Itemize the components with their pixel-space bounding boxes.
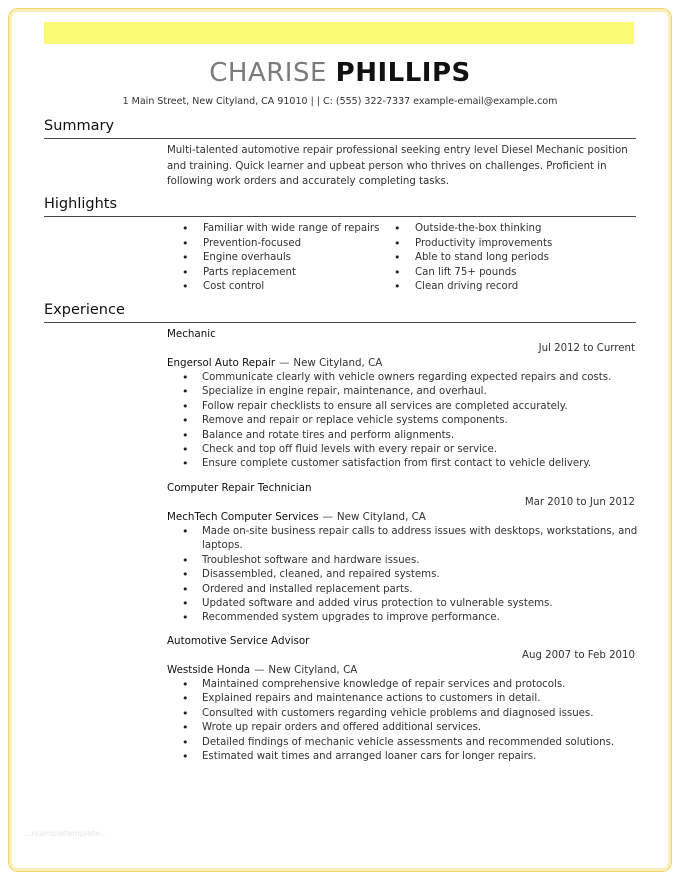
highlight-item: • Cost control	[182, 280, 379, 295]
duty-item: • Remove and repair or replace vehicle systems components.	[182, 414, 638, 428]
duty-item: • Updated software and added virus protection to vulnerable systems.	[182, 597, 638, 611]
job-employer	[167, 664, 357, 676]
job-duties-list	[182, 371, 638, 472]
summary-heading: Summary	[44, 118, 115, 134]
highlights-heading: Highlights	[44, 196, 118, 212]
highlight-item: • Engine overhauls	[182, 251, 379, 266]
duty-item: • Made on-site business repair calls to address issues with desktops, workstations, and laptops.	[182, 525, 638, 554]
summary-divider	[44, 138, 636, 139]
highlights-right-list	[394, 222, 552, 295]
highlight-item: • Prevention-focused	[182, 237, 379, 252]
contact-line: 1 Main Street, New Cityland, CA 91010 | | C: (555) 322-7337 example-email@example.com	[122, 96, 558, 107]
job-title: Automotive Service Advisor	[167, 635, 310, 647]
job-dates: Aug 2007 to Feb 2010	[522, 650, 635, 661]
highlight-item: • Parts replacement	[182, 266, 379, 281]
experience-divider	[44, 322, 636, 323]
experience-heading: Experience	[44, 302, 125, 318]
job-title: Computer Repair Technician	[167, 482, 312, 494]
summary-text: Multi-talented automotive repair professional seeking entry level Diesel Mechanic position and training. Quick learner and upbeat person who thrives on challenges. Proficient in following work orders and accurately completing tasks.	[167, 145, 628, 187]
employer-separator: —	[279, 357, 290, 369]
candidate-name	[0, 58, 680, 88]
highlight-item: • Able to stand long periods	[394, 251, 552, 266]
company-name: Westside Honda	[167, 664, 251, 676]
duty-item: • Maintained comprehensive knowledge of repair services and protocols.	[182, 678, 638, 692]
duty-item: • Detailed findings of mechanic vehicle assessments and recommended solutions.	[182, 736, 638, 750]
duty-item: • Ordered and installed replacement parts.	[182, 583, 638, 597]
highlight-item: • Productivity improvements	[394, 237, 552, 252]
job-employer	[167, 511, 426, 523]
job-dates: Mar 2010 to Jun 2012	[524, 497, 635, 508]
highlights-divider	[44, 216, 636, 217]
duty-item: • Specialize in engine repair, maintenance, and overhaul.	[182, 385, 638, 399]
company-location: New Cityland, CA	[268, 664, 358, 676]
company-location: New Cityland, CA	[293, 357, 383, 369]
job-duties-list	[182, 678, 638, 764]
duty-item: • Communicate clearly with vehicle owners regarding expected repairs and costs.	[182, 371, 638, 385]
company-name: Engersol Auto Repair	[167, 357, 276, 369]
highlight-item: • Clean driving record	[394, 280, 552, 295]
duty-item: • Estimated wait times and arranged loaner cars for longer repairs.	[182, 750, 638, 764]
employer-separator: —	[322, 511, 333, 523]
duty-item: • Follow repair checklists to ensure all services are completed accurately.	[182, 400, 638, 414]
job-employer	[167, 357, 382, 369]
employer-separator: —	[254, 664, 265, 676]
job-duties-list	[182, 525, 638, 626]
first-name: CHARISE	[209, 58, 327, 88]
duty-item: • Check and top off fluid levels with every repair or service.	[182, 443, 638, 457]
header-accent-bar	[44, 22, 634, 44]
duty-item: • Explained repairs and maintenance actions to customers in detail.	[182, 692, 638, 706]
company-location: New Cityland, CA	[336, 511, 426, 523]
duty-item: • Consulted with customers regarding vehicle problems and diagnosed issues.	[182, 707, 638, 721]
job-dates: Jul 2012 to Current	[538, 343, 635, 354]
duty-item: • Troubleshot software and hardware issues.	[182, 554, 638, 568]
duty-item: • Wrote up repair orders and offered additional services.	[182, 721, 638, 735]
duty-item: • Balance and rotate tires and perform alignments.	[182, 429, 638, 443]
last-name: PHILLIPS	[335, 58, 471, 88]
highlight-item: • Outside-the-box thinking	[394, 222, 552, 237]
job-title: Mechanic	[167, 328, 216, 340]
watermark: ...rsampletemplate...	[24, 829, 108, 838]
highlight-item: • Familiar with wide range of repairs	[182, 222, 379, 237]
duty-item: • Recommended system upgrades to improve performance.	[182, 611, 638, 625]
highlights-left-list	[182, 222, 379, 295]
duty-item: • Ensure complete customer satisfaction from first contact to vehicle delivery.	[182, 457, 638, 471]
company-name: MechTech Computer Services	[167, 511, 319, 523]
duty-item: • Disassembled, cleaned, and repaired systems.	[182, 568, 638, 582]
highlight-item: • Can lift 75+ pounds	[394, 266, 552, 281]
